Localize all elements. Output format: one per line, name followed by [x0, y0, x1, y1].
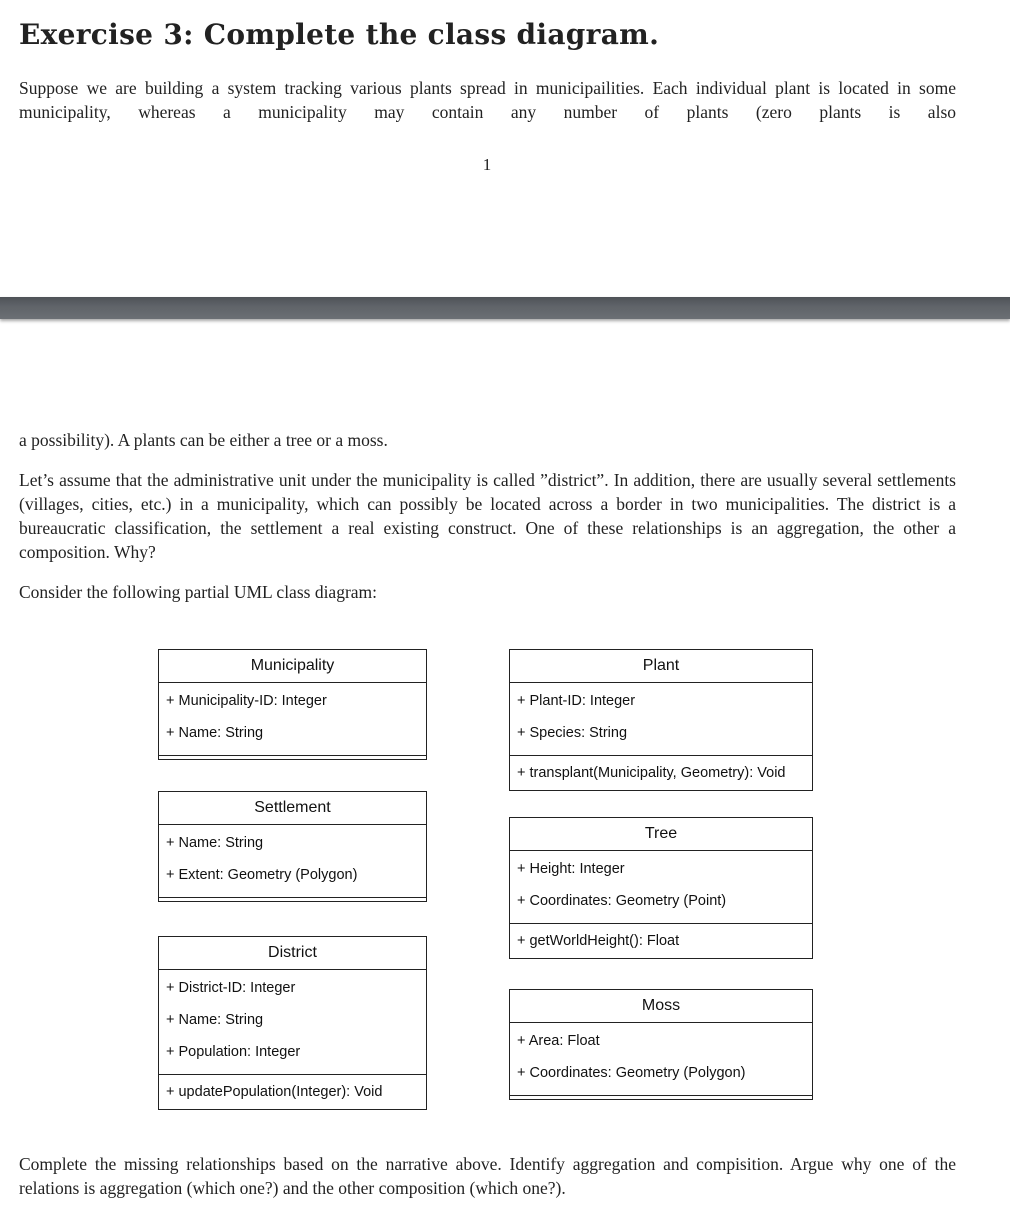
class-district	[158, 936, 427, 1110]
class-tree	[509, 817, 813, 959]
attribute: + Municipality-ID: Integer	[166, 693, 327, 709]
attribute: + Species: String	[517, 725, 628, 741]
task-paragraph: Complete the missing relationships based on the narrative above. Identify aggregation and compisition. Argue why one of the relations is aggregation (which one?) and the other composition (which one?).	[19, 1154, 956, 1198]
continuation-paragraph: a possibility). A plants can be either a tree or a moss.	[19, 430, 388, 450]
operations-compartment	[159, 755, 426, 759]
operations-compartment	[159, 897, 426, 901]
operation: + transplant(Municipality, Geometry): Void	[517, 765, 786, 781]
attribute: + Name: String	[166, 725, 264, 741]
class-name: District	[159, 937, 426, 970]
page-number: 1	[482, 155, 492, 174]
attribute: + Coordinates: Geometry (Polygon)	[517, 1065, 746, 1081]
class-name: Municipality	[159, 650, 426, 683]
attribute: + District-ID: Integer	[166, 980, 296, 996]
attribute: + Height: Integer	[517, 861, 625, 877]
attribute: + Coordinates: Geometry (Point)	[517, 893, 727, 909]
attribute: + Population: Integer	[166, 1044, 301, 1060]
attribute: + Extent: Geometry (Polygon)	[166, 867, 358, 883]
class-name: Settlement	[159, 792, 426, 825]
district-settlement-paragraph: Let’s assume that the administrative unit under the municipality is called ”district”. In addition, there are usually several settlements (villages, cities, etc.) in a municipality, which can possibly be located across a border in two municipalities. The district is a bureaucratic classification, the settlement a real existing construct. One of these relationships is an aggregation, the other a composition. Why?	[19, 470, 956, 562]
exercise-title: Exercise 3: Complete the class diagram.	[19, 18, 660, 51]
class-settlement	[158, 791, 427, 902]
class-moss	[509, 989, 813, 1100]
class-name: Plant	[510, 650, 812, 683]
page-divider	[0, 297, 1010, 319]
attribute: + Name: String	[166, 835, 264, 851]
intro-paragraph: Suppose we are building a system tracking various plants spread in municipailities. Each individual plant is located in some municipality, whereas a municipality may contain any number of plants (zero plants is also	[19, 78, 956, 122]
diagram-intro: Consider the following partial UML class diagram:	[19, 582, 378, 602]
operation: + getWorldHeight(): Float	[517, 933, 680, 949]
attribute: + Area: Float	[517, 1033, 600, 1049]
attribute: + Name: String	[166, 1012, 264, 1028]
operations-compartment	[510, 1095, 812, 1099]
class-municipality	[158, 649, 427, 760]
class-plant	[509, 649, 813, 791]
attribute: + Plant-ID: Integer	[517, 693, 636, 709]
class-name: Moss	[510, 990, 812, 1023]
class-name: Tree	[510, 818, 812, 851]
operation: + updatePopulation(Integer): Void	[166, 1084, 383, 1100]
